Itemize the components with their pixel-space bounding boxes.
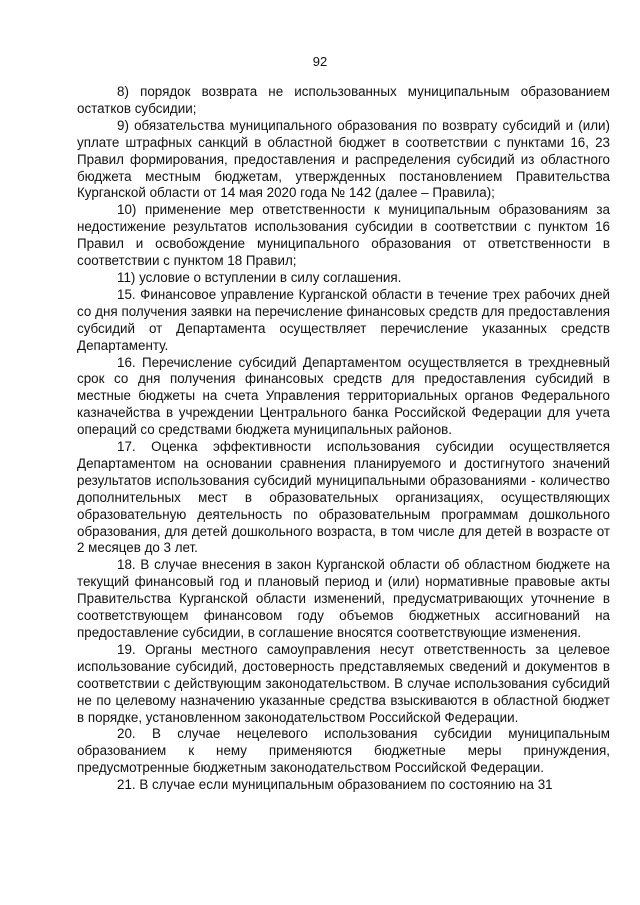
- paragraph-clause-16: 16. Перечисление субсидий Департаментом осуществляется в трехдневный срок со дня получения финансовых средств для предоставления субсидий в местные бюджеты на счета Управления территориальных органов Федерального казначейства в учреждении Центрального банка Российской Федерации для учета операций со средствами бюджета муниципальных районов.: [77, 354, 610, 438]
- paragraph-clause-18: 18. В случае внесения в закон Курганской области об областном бюджете на текущий финансовый год и плановый период и (или) нормативные правовые акты Правительства Курганской области изменений, предусматривающих уточнение в соответствующем финансовом году объемов бюджетных ассигнований на предоставление субсидии, в соглашение вносятся соответствующие изменения.: [77, 557, 610, 640]
- paragraph-clause-17: 17. Оценка эффективности использования субсидии осуществляется Департаментом на основании сравнения планируемого и достигнутого значений результатов использования субсидий муниципальными образованиями - количество дополнительных мест в образовательных организациях, осуществляющих образовательную деятельность по образовательным программам дошкольного образования, для детей дошкольного возраста, в том числе для детей в возрасте от 2 месяцев до 3 лет.: [77, 439, 610, 556]
- paragraph-item-9: 9) обязательства муниципального образования по возврату субсидий и (или) уплате штрафных санкций в областной бюджет в соответствии с пунктами 16, 23 Правил формирования, предоставления и распределения субсидий из областного бюджета местным бюджетам, утвержденных постановлением Правительства Курганской области от 14 мая 2020 года № 142 (далее – Правила);: [77, 117, 610, 201]
- paragraph-item-8: 8) порядок возврата не использованных муниципальным образованием остатков субсидии;: [77, 84, 610, 116]
- paragraph-item-11: 11) условие о вступлении в силу соглашения.: [117, 269, 402, 285]
- paragraph-clause-15: 15. Финансовое управление Курганской области в течение трех рабочих дней со дня получения заявки на перечисление финансовых средств для предоставления субсидий от Департамента осуществляет перечисление указанных средств Департаменту.: [77, 286, 610, 353]
- document-body: [77, 84, 610, 794]
- paragraph-item-10: 10) применение мер ответственности к муниципальным образованиям за недостижение результатов использования субсидии в соответствии с пунктом 16 Правил и освобождение муниципального образования от ответственности в соответствии с пунктом 18 Правил;: [77, 202, 610, 269]
- paragraph-clause-21: 21. В случае если муниципальным образованием по состоянию на 31: [117, 777, 553, 793]
- paragraph-clause-19: 19. Органы местного самоуправления несут ответственность за целевое использование субсидий, достоверность представляемых сведений и документов в соответствии с действующим законодательством. В случае использования субсидий не по целевому назначению указанные средства взыскиваются в областной бюджет в порядке, установленном законодательством Российской Федерации.: [77, 641, 610, 725]
- paragraph-clause-20: 20. В случае нецелевого использования субсидии муниципальным образованием к нему применяются бюджетные меры принуждения, предусмотренные бюджетным законодательством Российской Федерации.: [77, 726, 610, 776]
- page-number: 92: [312, 54, 328, 69]
